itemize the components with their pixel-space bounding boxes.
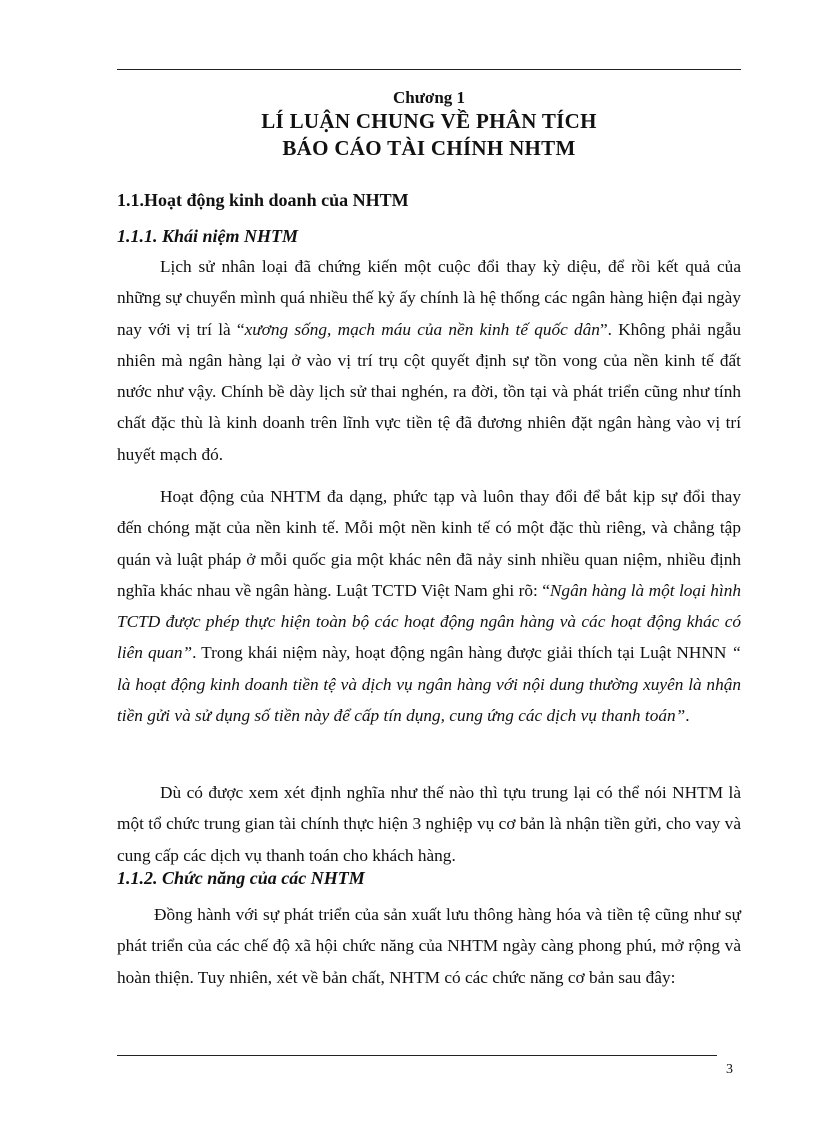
paragraph-definition-quote-law: Ngân hàng là một loại hình TCTD được phép thực hiện toàn bộ các hoạt động ngân hàng và các hoạt động khác có liên quan” — [117, 580, 741, 663]
chapter-title-line1: LÍ LUẬN CHUNG VỀ PHÂN TÍCH — [261, 109, 597, 133]
subsection-heading-2: 1.1.2. Chức năng của các NHTM — [117, 868, 365, 888]
paragraph-summary: Dù có được xem xét định nghĩa như thế nào thì tựu trung lại có thể nói NHTM là một tổ chức trung gian tài chính thực hiện 3 nghiệp vụ cơ bản là nhận tiền gửi, cho vay và cung cấp các dịch vụ thanh toán cho khách hàng. — [117, 783, 741, 865]
paragraph-definition-quote-nhnn: “ là hoạt động kinh doanh tiền tệ và dịch vụ ngân hàng với nội dung thường xuyên là nhận tiền gửi và sử dụng số tiền này để cấp tín dụng, cung ứng các dịch vụ thanh toán” — [117, 643, 741, 726]
paragraph-definition-text-c: . Trong khái niệm này, hoạt động ngân hàng được giải thích tại Luật NHNN — [192, 643, 732, 663]
chapter-label: Chương 1 — [392, 88, 466, 107]
page-number: 3 — [726, 1062, 733, 1077]
footer-rule — [117, 1055, 717, 1056]
paragraph-history-text-c: ”. Không phải ngẫu nhiên mà ngân hàng lại ở vào vị trí trụ cột quyết định sự tồn vong của nền kinh tế đất nước như vậy. Chính bề dày lịch sử thai nghén, ra đời, tồn tại và phát triển cũng như tính chất đặc thù là kinh doanh trên lĩnh vực tiền tệ đã đương nhiên đặt ngân hàng vào vị trí huyết mạch đó. — [117, 319, 741, 464]
section-heading: 1.1.Hoạt động kinh doanh của NHTM — [117, 190, 409, 210]
header-rule — [117, 69, 741, 70]
paragraph-history — [117, 251, 741, 470]
paragraph-history-text-a: Lịch sử nhân loại đã chứng kiến một cuộc đổi thay kỳ diệu, để rồi kết quả của những sự chuyển mình quá nhiều thế kỷ ấy chính là hệ thống các ngân hàng hiện đại ngày nay với vị trí là “ — [117, 257, 741, 339]
subsection-heading-1: 1.1.1. Khái niệm NHTM — [117, 226, 299, 246]
paragraph-functions: Đồng hành với sự phát triển của sản xuất lưu thông hàng hóa và tiền tệ cũng như sự phát triển của các chế độ xã hội chức năng của NHTM ngày càng phong phú, mở rộng và hoàn thiện. Tuy nhiên, xét về bản chất, NHTM có các chức năng cơ bản sau đây: — [117, 905, 741, 987]
chapter-title-line2: BÁO CÁO TÀI CHÍNH NHTM — [282, 136, 576, 160]
paragraph-definition-text-a: Hoạt động của NHTM đa dạng, phức tạp và luôn thay đổi để bắt kịp sự đổi thay đến chóng mặt của nền kinh tế. Mỗi một nền kinh tế có một đặc thù riêng, và chẳng tập quán và luật pháp ở mỗi quốc gia một khác nên đã nảy sinh nhiều quan niệm, nhiều định nghĩa khác nhau về ngân hàng. Luật TCTD Việt Nam ghi rõ: “ — [117, 487, 741, 600]
paragraph-history-quote: xương sống, mạch máu của nền kinh tế quốc dân — [244, 319, 600, 339]
paragraph-definition-text-e: . — [685, 706, 690, 726]
paragraph-definition — [117, 481, 741, 731]
